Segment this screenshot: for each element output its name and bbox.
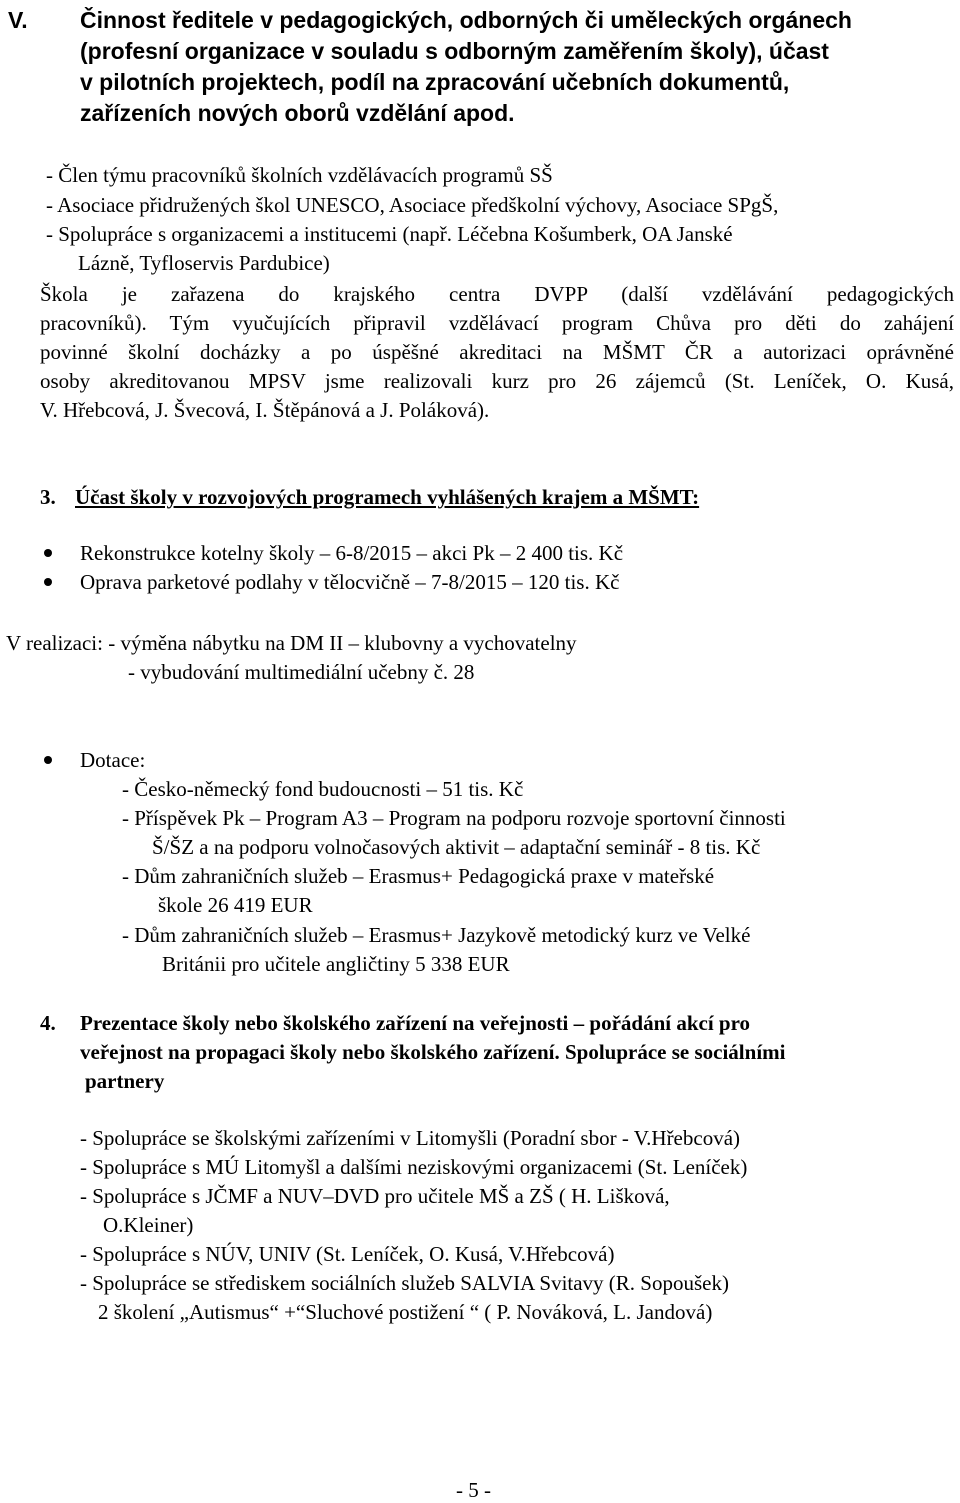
bullet-icon	[44, 549, 52, 557]
bullet-icon	[44, 578, 52, 586]
list-item: - Člen týmu pracovníků školních vzdělávacích programů SŠ	[46, 163, 553, 187]
list-item: - Dům zahraničních služeb – Erasmus+ Pedagogická praxe v mateřské	[122, 864, 715, 888]
paragraph-line: povinné školní docházky a po úspěšné akreditaci na MŠMT ČR a autorizaci oprávněné	[40, 340, 954, 364]
section-heading-line: (profesní organizace v souladu s odborným zaměřením školy), účast	[80, 38, 829, 64]
section-heading-line: v pilotních projektech, podíl na zpracování učebních dokumentů,	[80, 69, 790, 95]
list-item-continuation: Lázně, Tyfloservis Pardubice)	[78, 251, 330, 275]
list-item-continuation: O.Kleiner)	[103, 1213, 194, 1237]
list-item: - Dům zahraničních služeb – Erasmus+ Jazykově metodický kurz ve Velké	[122, 923, 751, 947]
section-number: 3.	[40, 485, 56, 509]
page-number: - 5 -	[456, 1478, 491, 1502]
list-item: - Spolupráce se střediskem sociálních služeb SALVIA Svitavy (R. Sopoušek)	[80, 1271, 729, 1295]
list-item: Oprava parketové podlahy v tělocvičně – 7-8/2015 – 120 tis. Kč	[80, 570, 620, 594]
section-heading-line: Činnost ředitele v pedagogických, odborných či uměleckých orgánech	[80, 7, 852, 33]
list-item-continuation: 2 školení „Autismus“ +“Sluchové postižení “ ( P. Nováková, L. Jandová)	[98, 1300, 713, 1324]
list-item-continuation: Británii pro učitele angličtiny 5 338 EUR	[162, 952, 510, 976]
list-item: - Spolupráce s MÚ Litomyšl a dalšími neziskovými organizacemi (St. Leníček)	[80, 1155, 748, 1179]
bullet-icon	[44, 756, 52, 764]
paragraph-line: osoby akreditovanou MPSV jsme realizovali kurz pro 26 zájemců (St. Leníček, O. Kusá,	[40, 369, 954, 393]
section-heading-line: zařízeních nových oborů vzdělání apod.	[80, 100, 515, 126]
list-item: - Příspěvek Pk – Program A3 – Program na podporu rozvoje sportovní činnosti	[122, 806, 786, 830]
subsidies-label: Dotace:	[80, 748, 146, 772]
list-item: - Asociace přidružených škol UNESCO, Asociace předškolní výchovy, Asociace SPgŠ,	[46, 193, 779, 217]
realization-line: V realizaci: - výměna nábytku na DM II – klubovny a vychovatelny	[6, 631, 577, 655]
section-heading-line: veřejnost na propagaci školy nebo školského zařízení. Spolupráce se sociálními	[80, 1040, 786, 1064]
section-heading-line: partnery	[85, 1069, 165, 1093]
section-number: 4.	[40, 1011, 56, 1035]
list-item: - Spolupráce s organizacemi a institucemi (např. Léčebna Košumberk, OA Janské	[46, 222, 733, 246]
list-item: - Spolupráce s JČMF a NUV–DVD pro učitele MŠ a ZŠ ( H. Lišková,	[80, 1184, 670, 1208]
list-item-continuation: škole 26 419 EUR	[158, 893, 313, 917]
list-item-continuation: Š/ŠZ a na podporu volnočasových aktivit – adaptační seminář - 8 tis. Kč	[152, 835, 761, 859]
list-item: - Česko-německý fond budoucnosti – 51 tis. Kč	[122, 777, 524, 801]
section-heading: Účast školy v rozvojových programech vyhlášených krajem a MŠMT:	[75, 485, 700, 509]
paragraph-line: V. Hřebcová, J. Švecová, I. Štěpánová a J. Poláková).	[40, 398, 490, 422]
paragraph-line: Škola je zařazena do krajského centra DVPP (další vzdělávání pedagogických	[40, 282, 954, 306]
section-number: V.	[8, 7, 28, 33]
paragraph-line: pracovníků). Tým vyučujících připravil vzdělávací program Chůva pro děti do zahájení	[40, 311, 954, 335]
list-item: - Spolupráce s NÚV, UNIV (St. Leníček, O. Kusá, V.Hřebcová)	[80, 1242, 615, 1266]
list-item: Rekonstrukce kotelny školy – 6-8/2015 – akci Pk – 2 400 tis. Kč	[80, 541, 624, 565]
realization-line: - vybudování multimediální učebny č. 28	[128, 660, 475, 684]
section-heading-line: Prezentace školy nebo školského zařízení na veřejnosti – pořádání akcí pro	[80, 1011, 751, 1035]
list-item: - Spolupráce se školskými zařízeními v Litomyšli (Poradní sbor - V.Hřebcová)	[80, 1126, 741, 1150]
